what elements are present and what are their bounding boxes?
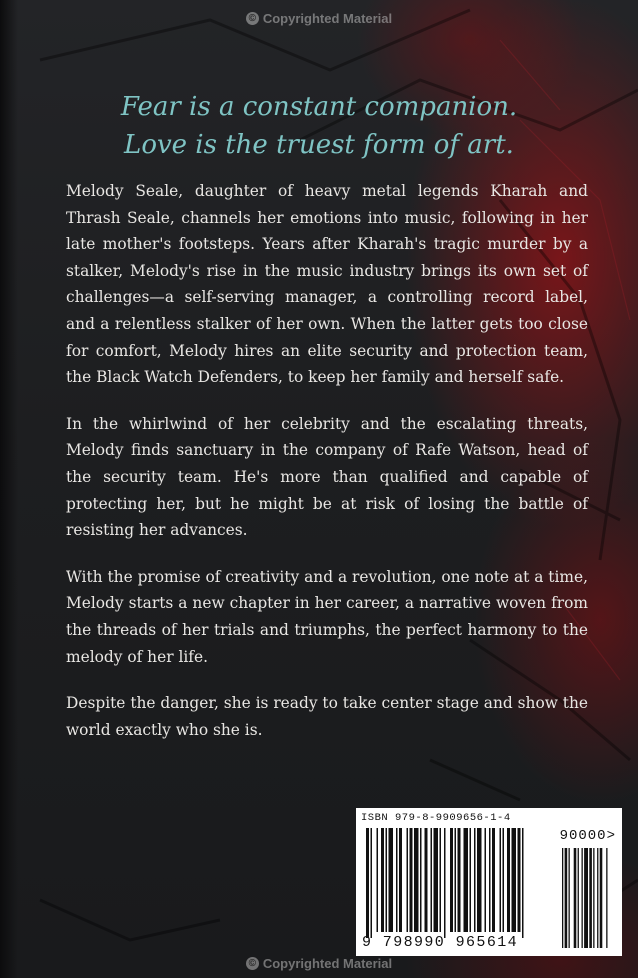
barcode-addon-bar — [593, 848, 594, 948]
watermark-text: Copyrighted Material — [262, 956, 393, 972]
barcode-bar — [414, 828, 419, 932]
copyright-icon: © — [246, 12, 259, 25]
barcode-bar — [434, 828, 439, 932]
barcode-bar — [470, 828, 472, 932]
barcode-bar — [386, 828, 388, 932]
blurb — [66, 178, 588, 763]
barcode-bar — [450, 828, 453, 932]
tagline-line-1: Fear is a constant companion. — [120, 92, 518, 122]
barcode-bar — [366, 828, 369, 938]
barcode-bar — [425, 828, 428, 932]
barcode-bar — [492, 828, 495, 932]
watermark-bottom — [0, 955, 638, 971]
barcode-bar — [512, 828, 517, 932]
blurb-paragraph: With the promise of creativity and a revolution, one note at a time, Melody starts a new chapter in her career, a narrative woven from the threads of her trials and triumphs, the perfect harmony to the melody of her life. — [66, 567, 588, 666]
barcode-addon-bar — [589, 848, 592, 948]
barcode-bar — [431, 828, 433, 932]
barcode-bar — [371, 828, 373, 938]
blurb-paragraph: Melody Seale, daughter of heavy metal legends Kharah and Thrash Seale, channels her emotions into music, following in her late mother's footsteps. Years after Kharah's tragic murder by a stalker, Melody's rise in the music industry brings its own set of challenges—a self-serving manager, a controlling record label, and a relentless stalker of her own. When the latter gets too close for comfort, Melody hires an elite security and protection team, the Black Watch Defenders, to keep her family and herself safe. — [66, 182, 588, 387]
barcode-bar — [389, 828, 394, 932]
barcode-bar — [485, 828, 487, 932]
barcode-bar — [503, 828, 505, 932]
barcode-bar — [420, 828, 422, 932]
barcode-bar — [407, 828, 409, 932]
barcode-bar — [474, 828, 476, 932]
barcode-bar — [440, 828, 442, 932]
blurb-paragraph: In the whirlwind of her celebrity and the escalating threats, Melody finds sanctuary in the company of Rafe Watson, head of the security team. He's more than qualified and capable of protecting her, but he might be at risk of losing the battle of resisting her advances. — [66, 414, 588, 540]
barcode-addon-bar — [569, 848, 570, 948]
barcode-bar — [377, 828, 379, 932]
barcode-bar — [500, 828, 502, 932]
barcode-addon-bar — [582, 848, 583, 948]
barcode-bar — [399, 828, 402, 932]
barcode-bar — [518, 828, 521, 932]
barcode-addon-bar — [578, 848, 579, 948]
barcode-addon-bar — [584, 848, 588, 948]
barcode-bar — [489, 828, 491, 932]
barcode-addon-bar — [565, 848, 568, 948]
barcode-addon-bar — [597, 848, 598, 948]
barcode-bar — [444, 828, 446, 938]
barcode-addon-bar — [574, 848, 577, 948]
barcode-addon-bar — [600, 848, 603, 948]
blurb-paragraph: Despite the danger, she is ready to take center stage and show the world exactly who she is. — [66, 694, 588, 739]
copyright-icon: © — [246, 957, 259, 970]
barcode-bar — [396, 828, 398, 932]
barcode-bar — [455, 828, 457, 932]
barcode-bar — [458, 828, 461, 932]
tagline-line-2: Love is the truest form of art. — [124, 130, 514, 160]
barcode-bar — [410, 828, 413, 932]
isbn-barcode — [356, 808, 622, 956]
barcode-addon-bar — [606, 848, 607, 948]
watermark-top — [0, 10, 638, 26]
barcode-bar — [381, 828, 384, 932]
barcode-bar — [507, 828, 510, 932]
ean-digits: 9 798990 965614 — [362, 934, 519, 951]
watermark-text: Copyrighted Material — [262, 11, 393, 27]
tagline — [0, 88, 638, 164]
barcode-addon-bar — [562, 848, 563, 948]
isbn-label: ISBN 979-8-9909656-1-4 — [361, 812, 511, 824]
barcode-bar — [522, 828, 524, 938]
price-code: 90000> — [559, 828, 616, 844]
barcode-bar — [464, 828, 469, 932]
barcode-bar — [477, 828, 482, 932]
